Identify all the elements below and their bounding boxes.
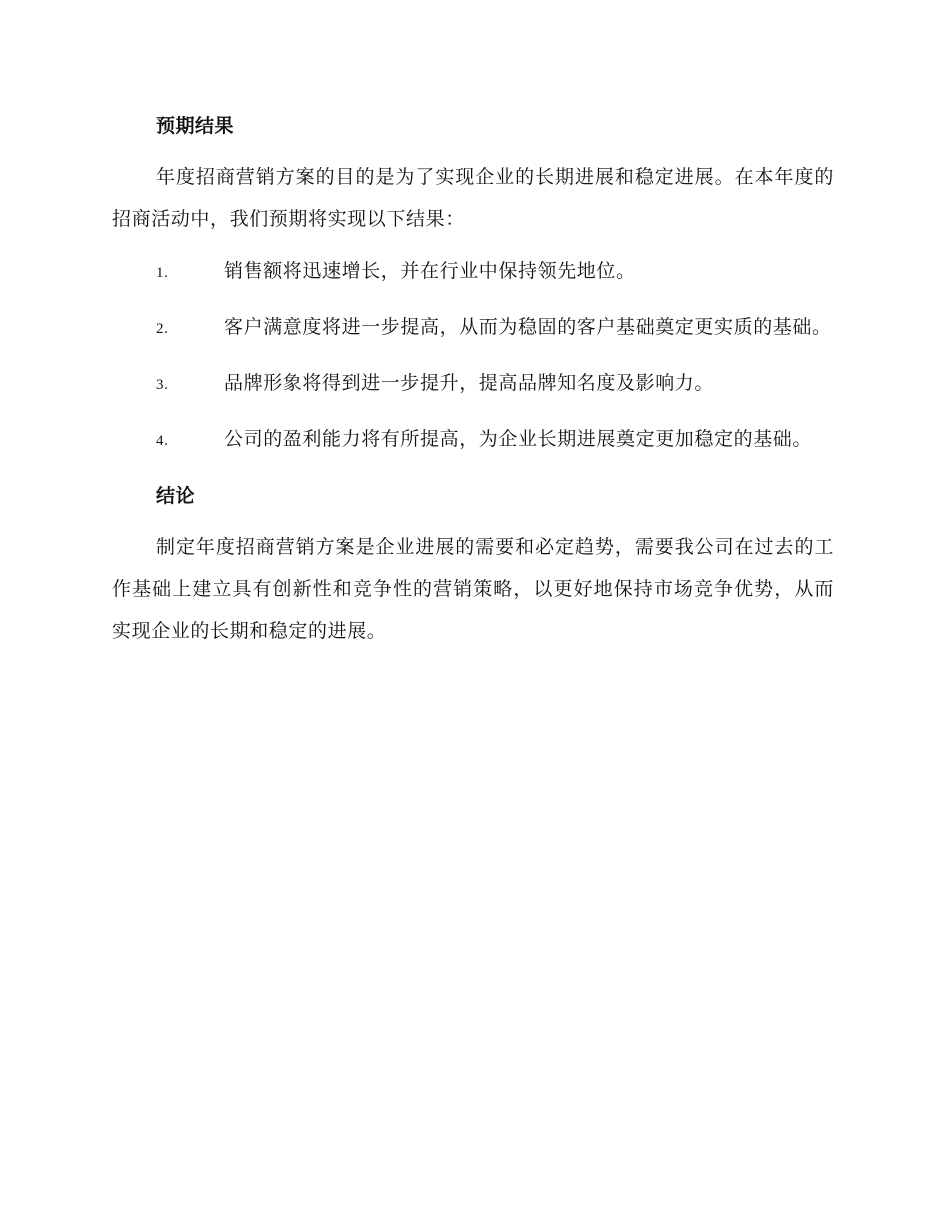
list-item-text: 客户满意度将进一步提高，从而为稳固的客户基础奠定更实质的基础。: [224, 316, 832, 338]
list-item: [112, 418, 834, 462]
list-item-text: 销售额将迅速增长，并在行业中保持领先地位。: [224, 260, 636, 282]
section-heading-conclusion: 结论: [156, 485, 196, 507]
list-number: 4.: [156, 433, 169, 449]
list-item: [112, 306, 834, 350]
intro-paragraph: 年度招商营销方案的目的是为了实现企业的长期进展和稳定进展。在本年度的招商活动中，我们预期将实现以下结果：: [112, 166, 834, 230]
conclusion-paragraph: 制定年度招商营销方案是企业进展的需要和必定趋势，需要我公司在过去的工作基础上建立具有创新性和竞争性的营销策略，以更好地保持市场竞争优势，从而实现企业的长期和稳定的进展。: [112, 536, 834, 642]
document-page: [112, 104, 834, 662]
list-number: 1.: [156, 265, 169, 281]
list-item: [112, 362, 834, 406]
list-item-text: 公司的盈利能力将有所提高，为企业长期进展奠定更加稳定的基础。: [224, 428, 813, 450]
list-number: 2.: [156, 321, 169, 337]
list-item-text: 品牌形象将得到进一步提升，提高品牌知名度及影响力。: [224, 372, 715, 394]
section-heading-expected-results: 预期结果: [156, 115, 235, 137]
list-item: [112, 250, 834, 294]
list-number: 3.: [156, 377, 169, 393]
